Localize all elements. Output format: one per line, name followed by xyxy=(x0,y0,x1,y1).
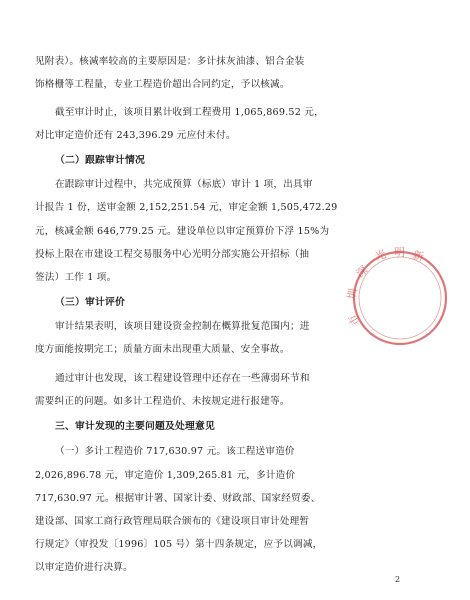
body-line: 签法）工作 1 项。 xyxy=(35,272,117,283)
body-line: 饰格栅等工程量，专业工程造价超出合同约定，予以核减。 xyxy=(35,79,290,90)
body-line: 投标上限在市建设工程交易服务中心光明分部实施公开招标（抽 xyxy=(35,249,310,260)
body-line: 对比审定造价还有 243,396.29 元应付未付。 xyxy=(35,130,236,141)
body-line: 以审定造价进行决算。 xyxy=(35,562,133,573)
body-line: 需要纠正的问题。如多计工程造价、未按规定进行报建等。 xyxy=(35,396,290,407)
svg-text:深: 深 xyxy=(353,263,371,281)
section-heading: （二）跟踪审计情况 xyxy=(55,155,145,166)
body-line: 度方面能按期完工；质量方面未出现重大质量、安全事故。 xyxy=(35,344,290,355)
svg-text:市: 市 xyxy=(345,311,363,328)
chapter-heading: 三、审计发现的主要问题及处理意见 xyxy=(55,421,215,432)
body-line: 建设部、国家工商行政管理局联合颁布的《建设项目审计处理暂 xyxy=(35,516,310,527)
body-line: 元，核减金额 646,779.25 元。建设单位以审定预算价下浮 15%为 xyxy=(35,226,330,237)
body-line: 在跟踪审计过程中，共完成预算（标底）审计 1 项，出具审 xyxy=(55,179,313,190)
body-line: 行规定》（审投发〔1996〕105 号）第十四条规定，应予以调减， xyxy=(35,539,323,550)
body-line: 通过审计也发现，该工程建设管理中还存在一些薄弱环节和 xyxy=(55,373,310,384)
svg-text:圳: 圳 xyxy=(345,287,360,301)
svg-text:光: 光 xyxy=(373,247,388,263)
body-line: 截至审计时止，该项目累计收到工程费用 1,065,869.52 元， xyxy=(55,107,324,118)
body-line: 计报告 1 份，送审金额 2,152,251.54 元，审定金额 1,505,472.29 xyxy=(35,202,338,213)
page-number: 2 xyxy=(395,575,401,584)
body-line: 717,630.97 元。根据审计署、国家计委、财政部、国家经贸委、 xyxy=(35,493,321,504)
body-line: （一）多计工程造价 717,630.97 元。该工程送审造价 xyxy=(55,446,295,457)
body-line: 见附表）。核减率较高的主要原因是：多计抹灰油漆、铝合金装 xyxy=(35,56,305,67)
body-line: 2,026,896.78 元，审定造价 1,309,265.81 元，多计造价 xyxy=(35,470,296,481)
section-heading: （三）审计评价 xyxy=(55,297,125,308)
svg-text:新: 新 xyxy=(411,248,426,264)
official-seal-stamp xyxy=(345,238,470,358)
body-line: 审计结果表明，该项目建设资金控制在概算批复范围内；进 xyxy=(55,321,310,332)
svg-text:明: 明 xyxy=(394,246,405,259)
